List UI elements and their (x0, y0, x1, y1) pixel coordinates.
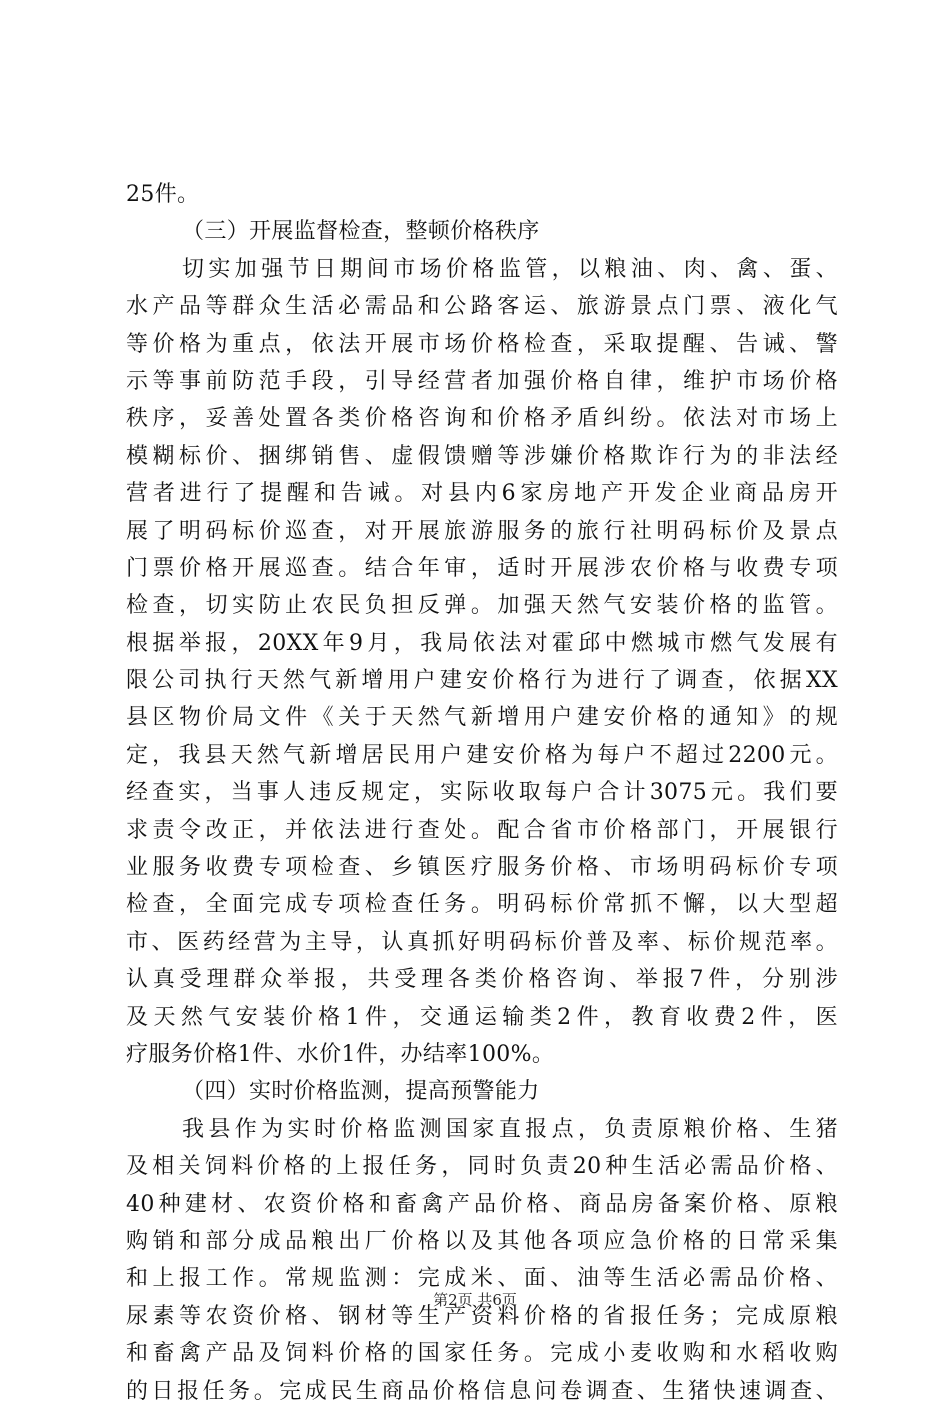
text-line: 求责令改正，并依法进行查处。配合省市价格部门，开展银行 (126, 817, 838, 843)
text-line: 切实加强节日期间市场价格监管，以粮油、肉、禽、蛋、 (182, 256, 838, 282)
text-line: 业服务收费专项检查、乡镇医疗服务价格、市场明码标价专项 (126, 855, 838, 881)
text-line: 展了明码标价巡查，对开展旅游服务的旅行社明码标价及景点 (126, 518, 838, 544)
text-line: 定，我县天然气新增居民用户建安价格为每户不超过2200元。 (126, 742, 838, 768)
text-line: 秩序，妥善处置各类价格咨询和价格矛盾纠纷。依法对市场上 (126, 406, 838, 432)
text-line: 限公司执行天然气新增用户建安价格行为进行了调查，依据XX (126, 668, 838, 694)
text-line: 25件。 (126, 182, 200, 207)
text-line: 认真受理群众举报，共受理各类价格咨询、举报7件，分别涉 (126, 967, 838, 993)
text-line: 购销和部分成品粮出厂价格以及其他各项应急价格的日常采集 (126, 1228, 838, 1254)
text-line: 检查，切实防止农民负担反弹。加强天然气安装价格的监管。 (126, 593, 838, 619)
text-line: 和上报工作。常规监测：完成米、面、油等生活必需品价格、 (126, 1266, 838, 1292)
text-line: 门票价格开展巡查。结合年审，适时开展涉农价格与收费专项 (126, 555, 838, 581)
text-line: 及天然气安装价格1件，交通运输类2件，教育收费2件，医 (126, 1004, 838, 1030)
text-line: （三）开展监督检查，整顿价格秩序 (182, 219, 540, 245)
text-line: 和畜禽产品及饲料价格的国家任务。完成小麦收购和水稻收购 (126, 1341, 838, 1367)
document-body (126, 176, 838, 1410)
text-line: 及相关饲料价格的上报任务，同时负责20种生活必需品价格、 (126, 1154, 838, 1180)
text-line: 疗服务价格1件、水价1件，办结率100%。 (126, 1041, 555, 1067)
text-line: 营者进行了提醒和告诫。对县内6家房地产开发企业商品房开 (126, 481, 838, 507)
text-line: 示等事前防范手段，引导经营者加强价格自律，维护市场价格 (126, 368, 838, 394)
text-line: 的日报任务。完成民生商品价格信息问卷调查、生猪快速调查、 (126, 1378, 838, 1404)
text-line: 根据举报，20XX年9月，我局依法对霍邱中燃城市燃气发展有 (126, 630, 838, 656)
text-line: 水产品等群众生活必需品和公路客运、旅游景点门票、液化气 (126, 294, 838, 320)
text-line: 模糊标价、捆绑销售、虚假馈赠等涉嫌价格欺诈行为的非法经 (126, 443, 838, 469)
text-line: 县区物价局文件《关于天然气新增用户建安价格的通知》的规 (126, 705, 838, 731)
text-line: 检查，全面完成专项检查任务。明码标价常抓不懈，以大型超 (126, 892, 838, 918)
text-line: 尿素等农资价格、钢材等生产资料价格的省报任务；完成原粮 (126, 1303, 838, 1329)
text-line: 我县作为实时价格监测国家直报点，负责原粮价格、生猪 (182, 1116, 838, 1142)
text-line: （四）实时价格监测，提高预警能力 (182, 1079, 540, 1105)
text-line: 经查实，当事人违反规定，实际收取每户合计3075元。我们要 (126, 780, 838, 806)
text-line: 等价格为重点，依法开展市场价格检查，采取提醒、告诫、警 (126, 331, 838, 357)
text-line: 40种建材、农资价格和畜禽产品价格、商品房备案价格、原粮 (126, 1191, 838, 1217)
page-footer: 第2页 共6页 (433, 1291, 517, 1309)
text-line: 市、医药经营为主导，认真抓好明码标价普及率、标价规范率。 (126, 929, 838, 955)
